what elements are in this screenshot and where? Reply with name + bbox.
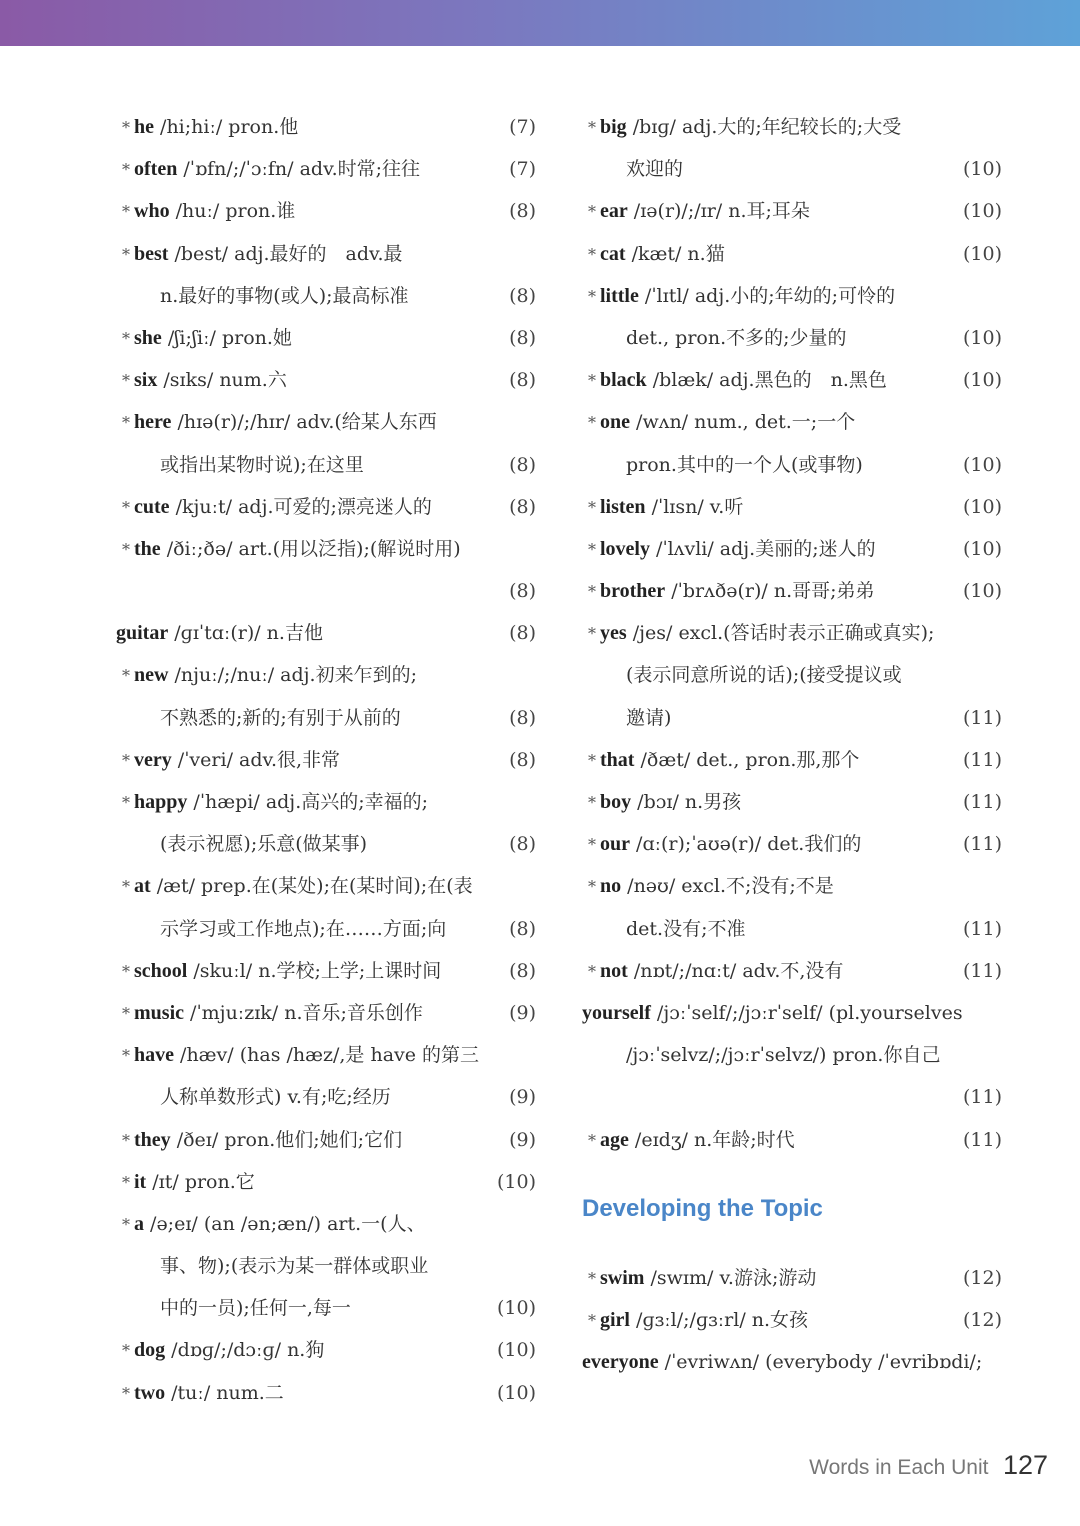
entry-definition: 欢迎的 bbox=[626, 158, 684, 181]
unit-reference: (8) bbox=[509, 453, 536, 476]
section-heading: Developing the Topic bbox=[582, 1194, 823, 1222]
entry-definition: /eɪdʒ/ n.年龄;时代 bbox=[628, 1128, 795, 1151]
vocab-entry bbox=[116, 1329, 536, 1371]
asterisk-icon: * bbox=[122, 202, 130, 222]
asterisk-icon: * bbox=[122, 750, 130, 770]
unit-reference: (8) bbox=[509, 917, 536, 940]
vocab-entry bbox=[116, 781, 536, 823]
entry-definition: /wʌn/ num., det.一;一个 bbox=[630, 411, 856, 434]
asterisk-icon: * bbox=[588, 793, 596, 812]
vocab-entry bbox=[582, 1341, 1002, 1383]
unit-reference: (8) bbox=[509, 369, 536, 392]
page-number: 127 bbox=[1002, 1450, 1048, 1480]
unit-reference: (8) bbox=[509, 580, 536, 603]
entry-continuation bbox=[116, 1076, 536, 1118]
entry-definition: /nəʊ/ excl.不;没有;不是 bbox=[621, 875, 834, 898]
vocab-entry bbox=[582, 992, 1002, 1034]
headword: the bbox=[134, 537, 161, 560]
entry-definition: /hi;hiː/ pron.他 bbox=[154, 116, 299, 138]
asterisk-icon: * bbox=[122, 1046, 130, 1066]
asterisk-icon: * bbox=[122, 160, 130, 180]
entry-definition: /dɒɡ/;/dɔːɡ/ n.狗 bbox=[165, 1339, 325, 1362]
vocab-entry bbox=[582, 486, 1002, 528]
asterisk-icon: * bbox=[588, 539, 596, 559]
vocab-entry bbox=[582, 823, 1002, 865]
unit-reference: (9) bbox=[509, 1001, 536, 1024]
headword: lovely bbox=[600, 537, 650, 560]
entry-definition: /kjuːt/ adj.可爱的;漂亮迷人的 bbox=[169, 495, 432, 518]
asterisk-icon: * bbox=[122, 666, 130, 686]
headword: dog bbox=[134, 1339, 166, 1362]
asterisk-icon: * bbox=[588, 118, 596, 137]
headword: not bbox=[600, 959, 628, 982]
entry-continuation bbox=[116, 570, 536, 612]
entry-continuation bbox=[582, 444, 1002, 486]
entry-definition: /ˈlɪsn/ v.听 bbox=[645, 495, 744, 518]
vocab-entry bbox=[116, 992, 536, 1034]
entry-definition: n.最好的事物(或人);最高标准 bbox=[160, 284, 409, 307]
unit-reference: (10) bbox=[962, 537, 1002, 560]
asterisk-icon: * bbox=[588, 371, 596, 391]
asterisk-icon: * bbox=[588, 835, 596, 855]
asterisk-icon: * bbox=[122, 371, 130, 391]
vocab-entry bbox=[582, 570, 1002, 612]
headword: who bbox=[134, 200, 170, 223]
headword: music bbox=[134, 1001, 184, 1024]
entry-definition: (表示祝愿);乐意(做某事) bbox=[160, 833, 368, 856]
vocab-entry bbox=[116, 359, 536, 401]
entry-definition: 邀请) bbox=[626, 706, 672, 729]
entry-continuation bbox=[116, 908, 536, 950]
unit-reference: (8) bbox=[509, 326, 536, 349]
vocab-entry bbox=[582, 1257, 1002, 1299]
unit-reference: (10) bbox=[962, 326, 1002, 349]
headword: everyone bbox=[582, 1351, 659, 1374]
unit-reference: (10) bbox=[496, 1297, 536, 1320]
entry-definition: /æt/ prep.在(某处);在(某时间);在(表 bbox=[150, 875, 473, 898]
entry-definition: /tuː/ num.二 bbox=[165, 1381, 284, 1404]
asterisk-icon: * bbox=[122, 1172, 130, 1192]
entry-definition: /jɔːˈself/;/jɔːrˈself/ (pl.yourselves bbox=[650, 1001, 963, 1024]
vocab-entry bbox=[116, 528, 536, 570]
vocab-entry bbox=[116, 148, 536, 190]
unit-reference: (10) bbox=[962, 158, 1002, 181]
asterisk-icon: * bbox=[122, 1003, 130, 1023]
headword: cute bbox=[134, 495, 170, 518]
headword: swim bbox=[600, 1266, 645, 1289]
asterisk-icon: * bbox=[588, 961, 596, 981]
entry-definition: /ˈmjuːzɪk/ n.音乐;音乐创作 bbox=[184, 1001, 423, 1024]
unit-reference: (11) bbox=[962, 748, 1002, 771]
entry-definition: /ˈveri/ adv.很,非常 bbox=[171, 748, 341, 771]
asterisk-icon: * bbox=[588, 286, 596, 306]
entry-definition: (表示同意所说的话);(接受提议或 bbox=[626, 664, 902, 687]
unit-reference: (11) bbox=[962, 917, 1002, 940]
entry-definition: det., pron.不多的;少量的 bbox=[626, 326, 847, 349]
vocab-entry bbox=[582, 612, 1002, 654]
entry-continuation bbox=[116, 1287, 536, 1329]
headword: have bbox=[134, 1044, 174, 1067]
vocab-entry bbox=[116, 1119, 536, 1161]
unit-reference: (7) bbox=[509, 116, 536, 138]
unit-reference: (8) bbox=[509, 833, 536, 856]
asterisk-icon: * bbox=[122, 1341, 130, 1361]
entry-continuation bbox=[116, 1245, 536, 1287]
headword: our bbox=[600, 833, 630, 856]
vocab-entry bbox=[582, 106, 1002, 148]
headword: little bbox=[600, 284, 639, 307]
vocab-entry bbox=[582, 528, 1002, 570]
entry-continuation bbox=[582, 1034, 1002, 1076]
entry-continuation bbox=[116, 823, 536, 865]
headword: one bbox=[600, 411, 630, 434]
vocab-entry bbox=[582, 865, 1002, 907]
unit-reference: (11) bbox=[962, 1086, 1002, 1109]
vocab-entry bbox=[116, 317, 536, 359]
vocab-entry bbox=[116, 190, 536, 232]
vocab-entry bbox=[582, 359, 1002, 401]
entry-definition: det.没有;不准 bbox=[626, 917, 746, 940]
asterisk-icon: * bbox=[122, 1130, 130, 1150]
asterisk-icon: * bbox=[122, 497, 130, 517]
asterisk-icon: * bbox=[122, 413, 130, 433]
unit-reference: (12) bbox=[962, 1266, 1002, 1289]
entry-definition: /ðæt/ det., pron.那,那个 bbox=[634, 748, 860, 771]
entry-definition: /ˈlʌvli/ adj.美丽的;迷人的 bbox=[650, 537, 876, 560]
unit-reference: (7) bbox=[509, 158, 536, 181]
vocab-entry bbox=[116, 1161, 536, 1203]
headword: cat bbox=[600, 242, 626, 265]
unit-reference: (9) bbox=[509, 1086, 536, 1109]
asterisk-icon: * bbox=[122, 244, 130, 264]
footer-label: Words in Each Unit bbox=[809, 1456, 989, 1479]
asterisk-icon: * bbox=[588, 202, 596, 222]
unit-reference: (9) bbox=[509, 1128, 536, 1151]
vocab-entry bbox=[116, 1372, 536, 1414]
entry-definition: pron.其中的一个人(或事物) bbox=[626, 453, 863, 476]
entry-definition: /ɡɪˈtɑː(r)/ n.吉他 bbox=[168, 622, 323, 645]
entry-definition: /ɡɜːl/;/ɡɜːrl/ n.女孩 bbox=[630, 1308, 809, 1331]
entry-continuation bbox=[582, 697, 1002, 739]
headword: happy bbox=[134, 791, 188, 813]
entry-definition: /bɔɪ/ n.男孩 bbox=[631, 791, 742, 813]
entry-continuation bbox=[582, 148, 1002, 190]
vocab-entry bbox=[582, 781, 1002, 823]
headword: she bbox=[134, 326, 162, 349]
vocab-entry bbox=[116, 401, 536, 443]
vocab-entry bbox=[582, 1299, 1002, 1341]
headword: at bbox=[134, 875, 151, 898]
unit-reference: (11) bbox=[962, 706, 1002, 729]
entry-continuation bbox=[116, 275, 536, 317]
unit-reference: (8) bbox=[509, 495, 536, 518]
unit-reference: (11) bbox=[962, 959, 1002, 982]
unit-reference: (10) bbox=[962, 200, 1002, 223]
headword: girl bbox=[600, 1308, 630, 1331]
unit-reference: (8) bbox=[509, 622, 536, 645]
headword: two bbox=[134, 1381, 166, 1404]
entry-definition: /ðiː;ðə/ art.(用以泛指);(解说时用) bbox=[160, 537, 461, 560]
entry-continuation bbox=[582, 908, 1002, 950]
entry-definition: /ɑː(r);ˈaʊə(r)/ det.我们的 bbox=[630, 833, 862, 856]
entry-definition: 中的一员);任何一,每一 bbox=[160, 1297, 351, 1320]
vocab-entry bbox=[116, 950, 536, 992]
headword: new bbox=[134, 664, 169, 687]
entry-definition: /ə;eɪ/ (an /ən;æn/) art.一(人、 bbox=[144, 1212, 426, 1235]
entry-definition: /hæv/ (has /hæz/,是 have 的第三 bbox=[174, 1044, 480, 1067]
unit-reference: (8) bbox=[509, 706, 536, 729]
asterisk-icon: * bbox=[122, 539, 130, 559]
headword: a bbox=[134, 1212, 144, 1235]
asterisk-icon: * bbox=[588, 877, 596, 897]
entry-definition: /skuːl/ n.学校;上学;上课时间 bbox=[187, 959, 442, 982]
entry-definition: 或指出某物时说);在这里 bbox=[160, 453, 364, 476]
entry-continuation bbox=[582, 654, 1002, 696]
vocab-entry bbox=[582, 1119, 1002, 1161]
entry-definition: /ˈlɪtl/ adj.小的;年幼的;可怜的 bbox=[638, 284, 896, 307]
entry-definition: /huː/ pron.谁 bbox=[169, 200, 296, 223]
asterisk-icon: * bbox=[122, 793, 130, 812]
headword: boy bbox=[600, 791, 632, 813]
vocab-entry bbox=[116, 486, 536, 528]
asterisk-icon: * bbox=[122, 118, 130, 137]
entry-definition: /nɒt/;/nɑːt/ adv.不,没有 bbox=[627, 959, 844, 982]
entry-continuation bbox=[582, 1076, 1002, 1118]
asterisk-icon: * bbox=[588, 1130, 596, 1150]
unit-reference: (12) bbox=[962, 1308, 1002, 1331]
unit-reference: (8) bbox=[509, 748, 536, 771]
entry-continuation bbox=[582, 317, 1002, 359]
headword: it bbox=[134, 1170, 147, 1193]
headword: listen bbox=[600, 495, 646, 518]
vocab-entry bbox=[582, 401, 1002, 443]
unit-reference: (11) bbox=[962, 833, 1002, 856]
entry-definition: /jes/ excl.(答话时表示正确或真实); bbox=[626, 622, 935, 645]
vocab-entry bbox=[116, 739, 536, 781]
headword: ear bbox=[600, 200, 628, 223]
entry-continuation bbox=[116, 444, 536, 486]
headword: no bbox=[600, 875, 622, 898]
unit-reference: (8) bbox=[509, 200, 536, 223]
vocab-entry bbox=[116, 865, 536, 907]
entry-definition: /ˈɒfn/;/ˈɔːfn/ adv.时常;往往 bbox=[177, 158, 421, 181]
vocab-entry bbox=[116, 233, 536, 275]
headword: that bbox=[600, 748, 635, 771]
entry-definition: /ɪt/ pron.它 bbox=[146, 1170, 255, 1193]
asterisk-icon: * bbox=[122, 328, 130, 348]
asterisk-icon: * bbox=[588, 244, 596, 264]
left-column bbox=[116, 106, 536, 1414]
unit-reference: (10) bbox=[962, 242, 1002, 265]
entry-definition: 人称单数形式) v.有;吃;经历 bbox=[160, 1086, 391, 1109]
entry-definition: /ʃi;ʃiː/ pron.她 bbox=[161, 326, 292, 349]
entry-continuation bbox=[116, 697, 536, 739]
entry-definition: /sɪks/ num.六 bbox=[157, 369, 287, 392]
entry-definition: /best/ adj.最好的 adv.最 bbox=[168, 242, 403, 265]
entry-definition: /hɪə(r)/;/hɪr/ adv.(给某人东西 bbox=[171, 411, 437, 434]
unit-reference: (10) bbox=[496, 1339, 536, 1362]
vocab-entry bbox=[582, 275, 1002, 317]
unit-reference: (10) bbox=[496, 1381, 536, 1404]
entry-definition: /ˈhæpi/ adj.高兴的;幸福的; bbox=[187, 791, 429, 813]
unit-reference: (11) bbox=[962, 1128, 1002, 1151]
headword: yourself bbox=[582, 1001, 651, 1024]
unit-reference: (8) bbox=[509, 959, 536, 982]
headword: here bbox=[134, 411, 172, 434]
asterisk-icon: * bbox=[588, 624, 596, 644]
asterisk-icon: * bbox=[122, 961, 130, 981]
unit-reference: (8) bbox=[509, 284, 536, 307]
headword: often bbox=[134, 158, 178, 181]
headword: black bbox=[600, 369, 647, 392]
headword: big bbox=[600, 116, 627, 138]
asterisk-icon: * bbox=[122, 877, 130, 897]
entry-definition: /njuː/;/nuː/ adj.初来乍到的; bbox=[168, 664, 418, 687]
vocab-entry bbox=[582, 190, 1002, 232]
headword: guitar bbox=[116, 622, 169, 645]
asterisk-icon: * bbox=[588, 497, 596, 517]
vocab-entry bbox=[582, 739, 1002, 781]
vocab-entry bbox=[116, 654, 536, 696]
headword: yes bbox=[600, 622, 627, 645]
entry-definition: /blæk/ adj.黑色的 n.黑色 bbox=[646, 369, 887, 392]
vocab-entry bbox=[116, 1203, 536, 1245]
entry-definition: 事、物);(表示为某一群体或职业 bbox=[160, 1255, 429, 1278]
entry-definition: /kæt/ n.猫 bbox=[625, 242, 725, 265]
entry-definition: /jɔːˈselvz/;/jɔːrˈselvz/) pron.你自己 bbox=[626, 1044, 941, 1067]
vocab-entry bbox=[116, 1034, 536, 1076]
vocab-entry bbox=[116, 612, 536, 654]
headword: they bbox=[134, 1128, 171, 1151]
headword: he bbox=[134, 116, 154, 138]
top-banner bbox=[0, 0, 1080, 46]
asterisk-icon: * bbox=[122, 1383, 130, 1403]
unit-reference: (10) bbox=[962, 580, 1002, 603]
headword: six bbox=[134, 369, 158, 392]
unit-reference: (10) bbox=[962, 495, 1002, 518]
asterisk-icon: * bbox=[588, 1310, 596, 1330]
headword: brother bbox=[600, 580, 666, 603]
headword: very bbox=[134, 748, 172, 771]
right-column bbox=[582, 106, 1002, 1383]
headword: school bbox=[134, 959, 188, 982]
asterisk-icon: * bbox=[122, 1214, 130, 1234]
vocab-entry bbox=[582, 950, 1002, 992]
entry-definition: /ðeɪ/ pron.他们;她们;它们 bbox=[170, 1128, 403, 1151]
entry-definition: /ˈevriwʌn/ (everybody /ˈevribɒdi/; bbox=[658, 1351, 983, 1374]
entry-definition: 不熟悉的;新的;有别于从前的 bbox=[160, 706, 401, 729]
asterisk-icon: * bbox=[588, 582, 596, 602]
vocab-entry bbox=[582, 233, 1002, 275]
unit-reference: (10) bbox=[962, 453, 1002, 476]
headword: age bbox=[600, 1128, 629, 1151]
entry-definition: /bɪɡ/ adj.大的;年纪较长的;大受 bbox=[626, 116, 902, 138]
entry-definition: /ˈbrʌðə(r)/ n.哥哥;弟弟 bbox=[665, 580, 875, 603]
page-footer bbox=[809, 1450, 1048, 1481]
entry-definition: 示学习或工作地点);在……方面;向 bbox=[160, 917, 447, 940]
asterisk-icon: * bbox=[588, 413, 596, 433]
entry-definition: /ɪə(r)/;/ɪr/ n.耳;耳朵 bbox=[627, 200, 810, 223]
asterisk-icon: * bbox=[588, 750, 596, 770]
unit-reference: (11) bbox=[962, 791, 1002, 813]
unit-reference: (10) bbox=[496, 1170, 536, 1193]
unit-reference: (10) bbox=[962, 369, 1002, 392]
asterisk-icon: * bbox=[588, 1268, 596, 1288]
headword: best bbox=[134, 242, 169, 265]
entry-definition: /swɪm/ v.游泳;游动 bbox=[644, 1266, 817, 1289]
vocab-entry bbox=[116, 106, 536, 148]
